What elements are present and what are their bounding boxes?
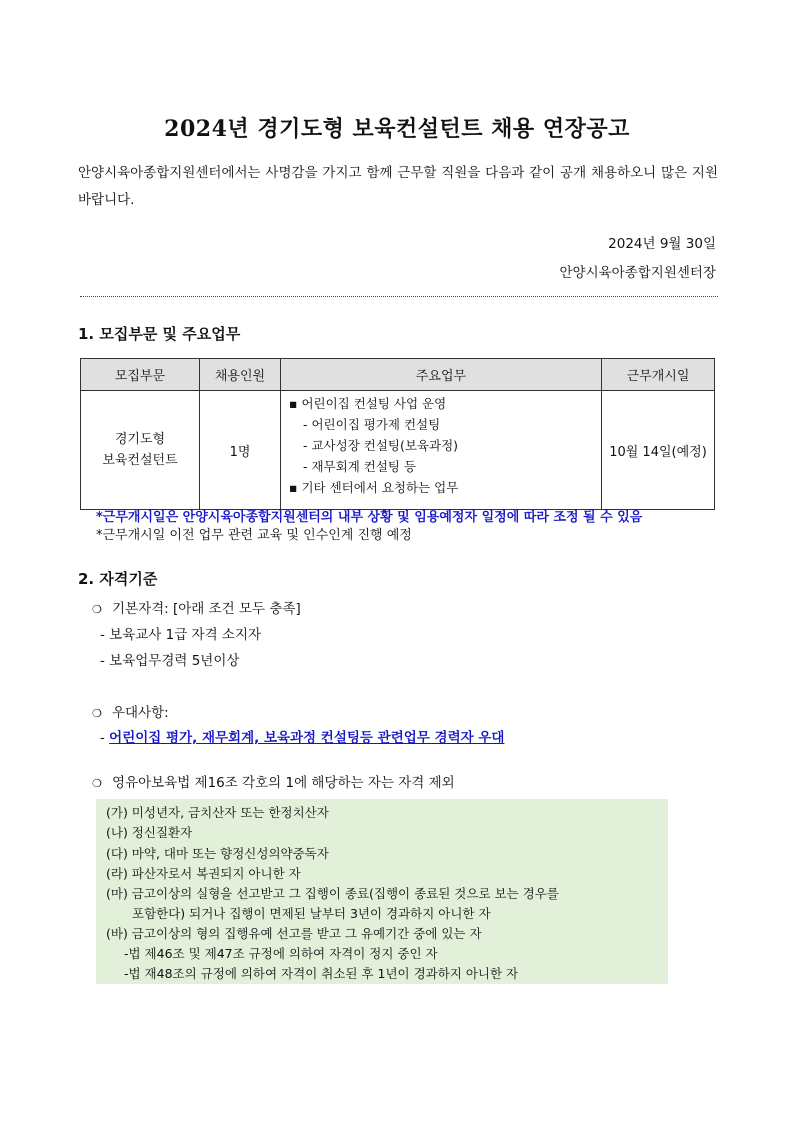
cell-start-date: 10월 14일(예정) [602, 391, 715, 510]
preference [92, 701, 169, 721]
exclusion-item: (마) 금고이상의 실형을 선고받고 그 집행이 종료(집행이 종료된 것으로 보는 경우를 [106, 886, 559, 901]
exclusion-criteria [92, 771, 455, 791]
exclusion-item: (가) 미성년자, 금치산자 또는 한정치산자 [106, 805, 329, 820]
section2-heading: 2. 자격기준 [78, 570, 158, 588]
duty-item: - 교사성장 컨설팅(보육과정) [303, 438, 459, 453]
circle-bullet-icon: ❍ [92, 603, 102, 616]
notice-signer: 안양시육아종합지원센터장 [559, 265, 716, 281]
table-header-row [81, 359, 715, 391]
recruitment-table [80, 358, 715, 510]
basic-qualification-label: 기본자격: [아래 조건 모두 충족] [112, 601, 301, 617]
exclusion-label: 영유아보육법 제16조 각호의 1에 해당하는 자는 자격 제외 [112, 775, 455, 791]
basic-item: - 보육교사 1급 자격 소지자 [100, 627, 262, 643]
duty-item: ▪ 기타 센터에서 요청하는 업무 [289, 480, 459, 495]
preference-text: 어린이집 평가, 재무회계, 보육과정 컨설팅등 관련업무 경력자 우대 [109, 730, 505, 746]
exclusion-item: (나) 정신질환자 [106, 825, 193, 840]
exclusion-item: 포함한다) 되거나 집행이 면제된 날부터 3년이 경과하지 아니한 자 [132, 906, 491, 921]
duty-item: ▪ 어린이집 컨설팅 사업 운영 [289, 396, 447, 411]
exclusion-box [96, 799, 668, 984]
duty-item: - 재무회계 컨설팅 등 [303, 459, 417, 474]
dotted-divider [80, 296, 718, 297]
header-duties: 주요업무 [281, 359, 602, 391]
basic-item: - 보육업무경력 5년이상 [100, 653, 240, 669]
header-headcount: 채용인원 [200, 359, 281, 391]
header-start-date: 근무개시일 [602, 359, 715, 391]
department-line2: 보육컨설턴트 [102, 453, 178, 468]
document-title: 2024년 경기도형 보육컨설턴트 채용 연장공고 [164, 116, 630, 142]
exclusion-item: -법 재48조의 규정에 의하여 자격이 취소된 후 1년이 경과하지 아니한 자 [124, 966, 519, 981]
basic-qualification [92, 597, 301, 617]
department-line1: 경기도형 [114, 432, 166, 447]
cell-headcount: 1명 [200, 391, 281, 510]
exclusion-item: -법 제46조 및 제47조 규정에 의하여 자격이 정지 중인 자 [124, 946, 438, 961]
intro-paragraph: 안양시육아종합지원센터에서는 사명감을 가지고 함께 근무할 직원을 다음과 같이 공개 채용하오니 많은 지원 바랍니다. [78, 165, 718, 208]
start-date-note: *근무개시일은 안양시육아종합지원센터의 내부 상황 및 임용예정자 일정에 따라 조정 될 수 있음 [96, 510, 643, 525]
training-note: *근무개시일 이전 업무 관련 교육 및 인수인계 진행 예정 [96, 528, 412, 543]
section1-heading: 1. 모집부문 및 주요업무 [78, 325, 241, 343]
cell-department [81, 391, 200, 510]
notice-date: 2024년 9월 30일 [608, 236, 716, 252]
exclusion-item: (바) 금고이상의 형의 집행유예 선고를 받고 그 유예기간 중에 있는 자 [106, 926, 482, 941]
exclusion-item: (다) 마약, 대마 또는 향정신성의약중독자 [106, 846, 329, 861]
cell-duties [281, 391, 602, 510]
circle-bullet-icon: ❍ [92, 707, 102, 720]
exclusion-item: (라) 파산자로서 복권되지 아니한 자 [106, 866, 301, 881]
preference-label: 우대사항: [112, 705, 169, 721]
table-row [81, 391, 715, 510]
header-department: 모집부문 [81, 359, 200, 391]
circle-bullet-icon: ❍ [92, 777, 102, 790]
preference-dash: - [100, 730, 110, 746]
duty-item: - 어린이집 평가제 컨설팅 [303, 417, 441, 432]
preference-item [100, 726, 504, 746]
